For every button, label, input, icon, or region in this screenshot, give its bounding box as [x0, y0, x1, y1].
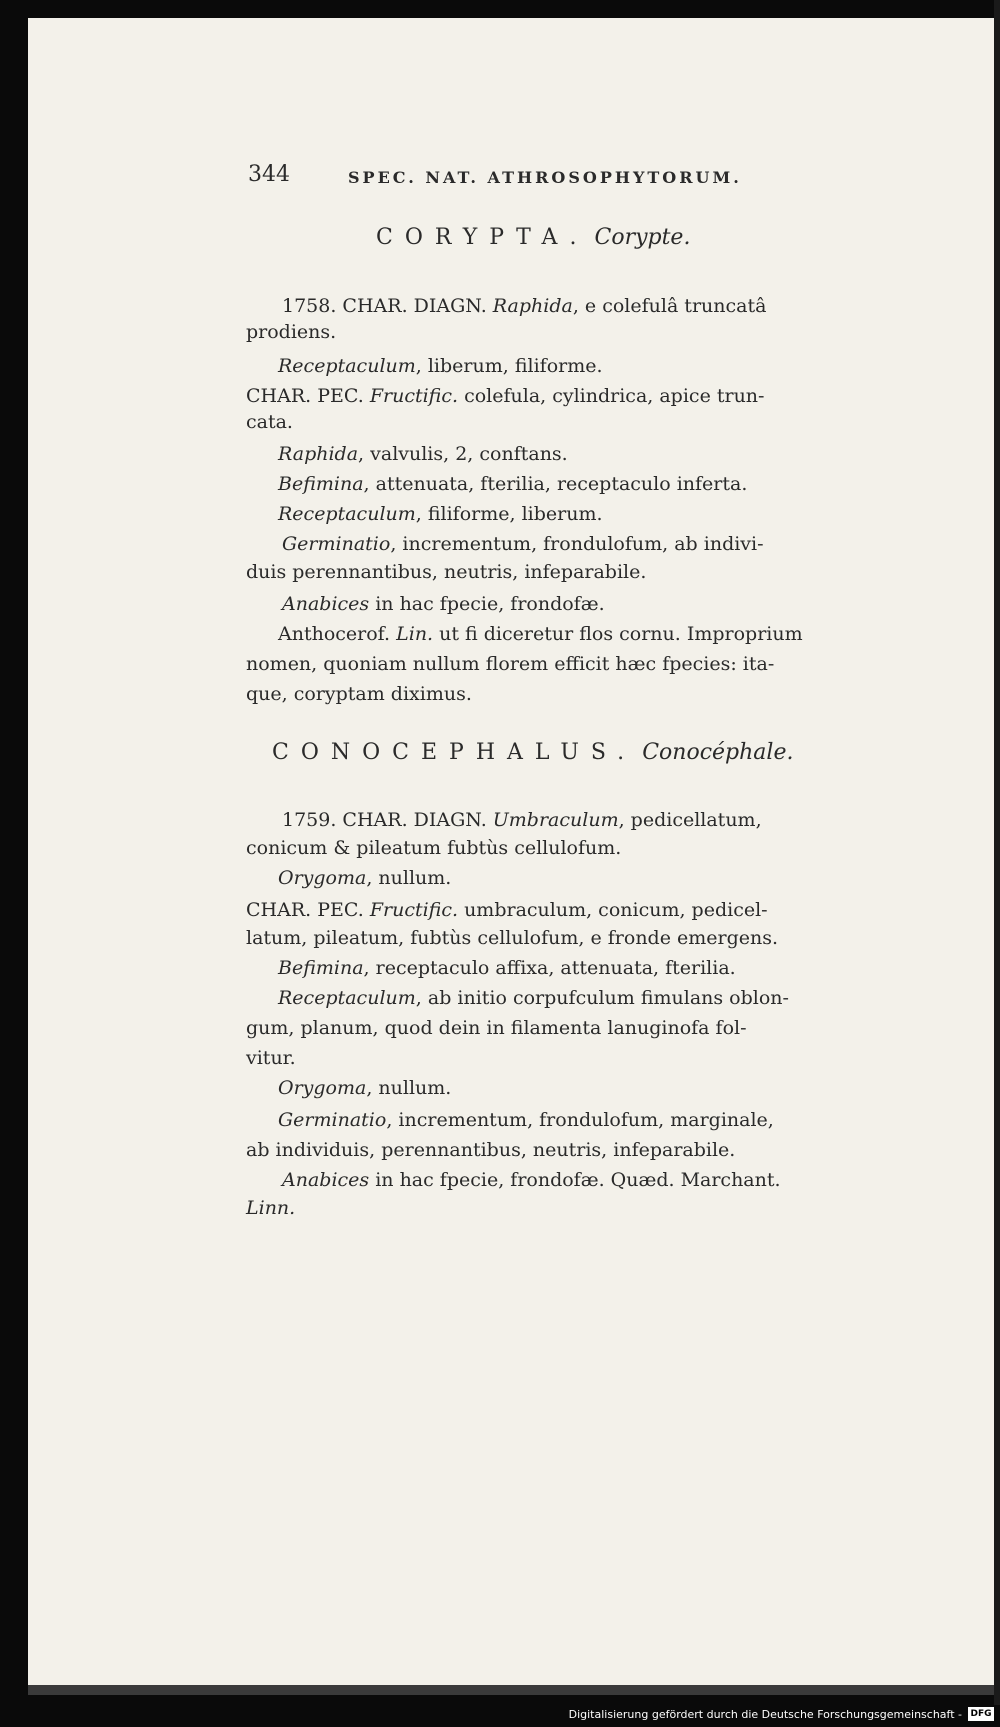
- text-line: [246, 1196, 295, 1220]
- text-run: , filiforme, liberum.: [415, 503, 603, 525]
- text-run: colefula, cylindrica, apice trun-: [458, 385, 765, 407]
- italic-term: Receptaculum: [278, 355, 416, 377]
- text-line: [246, 320, 336, 344]
- text-line: [246, 652, 774, 676]
- text-run: , nullum.: [366, 1077, 452, 1099]
- italic-term: Germinatio: [278, 1109, 387, 1131]
- text-run: conicum & pileatum fubtùs cellulofum.: [246, 837, 622, 859]
- text-run: vitur.: [246, 1047, 296, 1069]
- text-line: [246, 1138, 735, 1162]
- section-title-latin: CONOCEPHALUS.: [272, 740, 637, 765]
- text-line: [282, 1168, 781, 1192]
- text-run: 1759. CHAR. DIAGN.: [282, 809, 493, 831]
- italic-term: Receptaculum: [278, 503, 416, 525]
- text-run: , receptaculo affixa, attenuata, fterilia.: [363, 957, 736, 979]
- text-line: [246, 410, 293, 434]
- text-run: CHAR. PEC.: [246, 385, 370, 407]
- scan-border: [994, 0, 1000, 1727]
- text-run: gum, planum, quod dein in filamenta lanuginofa fol-: [246, 1017, 747, 1039]
- text-run: , ab initio corpufculum fimulans oblon-: [415, 987, 789, 1009]
- text-run: ab individuis, perennantibus, neutris, infeparabile.: [246, 1139, 736, 1161]
- text-line: [278, 622, 803, 646]
- page-edge-shadow: [28, 1685, 996, 1695]
- text-line: [278, 1108, 774, 1132]
- text-run: , incrementum, frondulofum, ab indivi-: [390, 533, 764, 555]
- italic-term: Lin.: [396, 623, 434, 645]
- text-run: latum, pileatum, fubtùs cellulofum, e fronde emergens.: [246, 927, 779, 949]
- text-run: cata.: [246, 411, 293, 433]
- text-run: in hac fpecie, frondofæ. Quæd. Marchant.: [369, 1169, 781, 1191]
- text-run: que, coryptam diximus.: [246, 683, 472, 705]
- text-line: [282, 294, 766, 318]
- text-line: [278, 354, 603, 378]
- page-number: 344: [248, 162, 290, 187]
- dfg-logo: DFG: [968, 1707, 994, 1721]
- text-run: umbraculum, conicum, pedicel-: [458, 899, 768, 921]
- text-line: [246, 682, 472, 706]
- text-line: [282, 592, 605, 616]
- italic-term: Befimina: [278, 957, 364, 979]
- italic-term: Orygoma: [278, 867, 367, 889]
- italic-term: Raphida: [492, 295, 573, 317]
- text-run: ut fi diceretur flos cornu. Improprium: [433, 623, 803, 645]
- text-run: duis perennantibus, neutris, infeparabile.: [246, 561, 647, 583]
- text-run: nomen, quoniam nullum florem efficit hæc fpecies: ita-: [246, 653, 775, 675]
- text-line: [282, 532, 764, 556]
- italic-term: Orygoma: [278, 1077, 367, 1099]
- text-run: in hac fpecie, frondofæ.: [369, 593, 605, 615]
- text-line: [278, 866, 451, 890]
- text-run: , incrementum, frondulofum, marginale,: [386, 1109, 774, 1131]
- text-run: , nullum.: [366, 867, 452, 889]
- text-run: , valvulis, 2, conftans.: [358, 443, 568, 465]
- italic-term: Anabices: [282, 1169, 370, 1191]
- section-title-french: Conocéphale.: [642, 740, 794, 765]
- italic-term: Umbraculum: [492, 809, 619, 831]
- section-title-corypta: [376, 226, 690, 250]
- text-line: [246, 560, 646, 584]
- text-line: [278, 472, 747, 496]
- italic-term: Germinatio: [282, 533, 391, 555]
- section-title-french: Corypte.: [594, 225, 691, 250]
- text-run: CHAR. PEC.: [246, 899, 370, 921]
- text-line: [246, 926, 778, 950]
- italic-term: Fructific.: [369, 899, 459, 921]
- text-line: [278, 502, 603, 526]
- section-title-latin: CORYPTA.: [376, 225, 589, 250]
- text-run: 1758. CHAR. DIAGN.: [282, 295, 493, 317]
- text-run: prodiens.: [246, 321, 337, 343]
- section-title-conocephalus: [272, 741, 793, 765]
- italic-term: Fructific.: [369, 385, 459, 407]
- text-line: [246, 1016, 747, 1040]
- italic-term: Befimina: [278, 473, 364, 495]
- text-line: [278, 1076, 451, 1100]
- italic-term: Linn.: [246, 1197, 296, 1219]
- text-line: [246, 1046, 296, 1070]
- text-run: , attenuata, fterilia, receptaculo inferta.: [363, 473, 748, 495]
- text-line: [246, 836, 621, 860]
- text-run: , e colefulâ truncatâ: [572, 295, 767, 317]
- text-line: [246, 898, 768, 922]
- text-line: [282, 808, 762, 832]
- text-line: [246, 384, 764, 408]
- text-run: Anthocerof.: [278, 623, 397, 645]
- text-line: [278, 986, 789, 1010]
- text-run: , pedicellatum,: [618, 809, 762, 831]
- text-run: , liberum, filiforme.: [415, 355, 603, 377]
- running-title: SPEC. NAT. ATHROSOPHYTORUM.: [348, 168, 742, 187]
- text-line: [278, 956, 736, 980]
- italic-term: Receptaculum: [278, 987, 416, 1009]
- text-line: [278, 442, 568, 466]
- italic-term: Anabices: [282, 593, 370, 615]
- footer-credit: Digitalisierung gefördert durch die Deutsche Forschungsgemeinschaft -: [568, 1708, 962, 1721]
- italic-term: Raphida: [278, 443, 359, 465]
